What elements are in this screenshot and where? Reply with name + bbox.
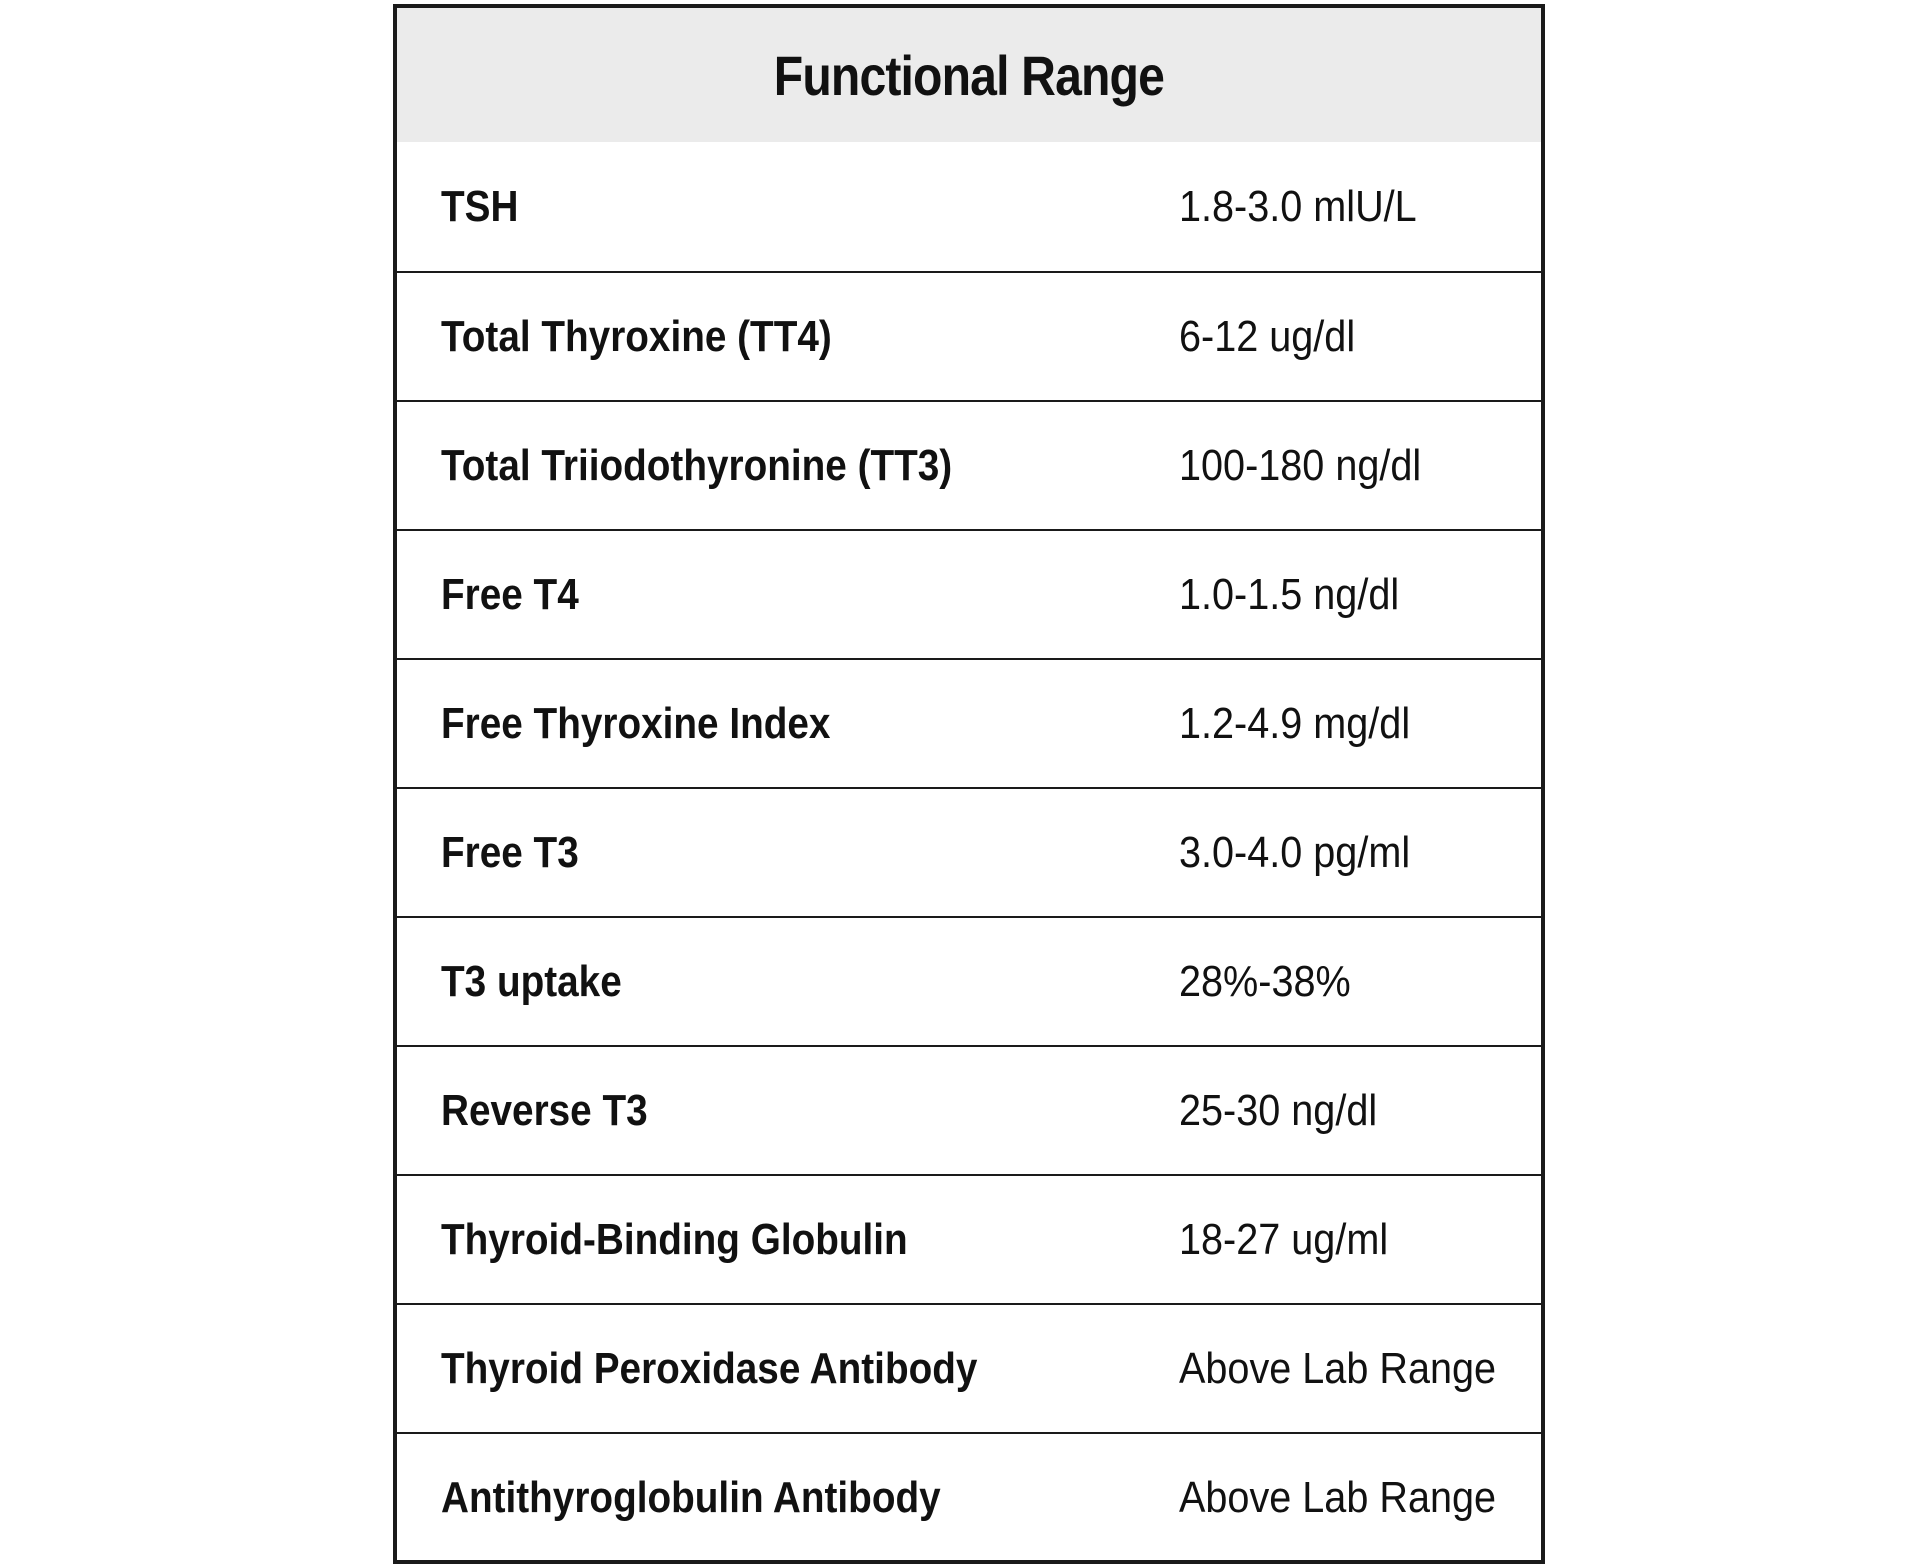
row-range-value: 18-27 ug/ml: [1179, 1214, 1389, 1264]
row-range-value: 1.2-4.9 mg/dl: [1179, 698, 1411, 748]
row-test-name: Total Thyroxine (TT4): [441, 311, 832, 361]
row-test-name: Free T3: [441, 827, 579, 877]
row-test-name: Antithyroglobulin Antibody: [441, 1472, 941, 1522]
table-row: [397, 1432, 1541, 1561]
row-test-name: T3 uptake: [441, 956, 622, 1006]
table-row: [397, 400, 1541, 529]
table-row: [397, 787, 1541, 916]
row-test-name: TSH: [441, 181, 519, 231]
table-row: [397, 271, 1541, 400]
row-range-value: 1.8-3.0 mlU/L: [1179, 181, 1417, 231]
row-range-value: Above Lab Range: [1179, 1343, 1497, 1393]
table-row: [397, 1174, 1541, 1303]
table-row: [397, 142, 1541, 271]
row-range-value: Above Lab Range: [1179, 1472, 1497, 1522]
table-header: [397, 8, 1541, 142]
table-body: [397, 142, 1541, 1561]
table-row: [397, 916, 1541, 1045]
row-range-value: 28%-38%: [1179, 956, 1351, 1006]
table-row: [397, 658, 1541, 787]
functional-range-table: [393, 4, 1545, 1564]
row-test-name: Thyroid-Binding Globulin: [441, 1214, 908, 1264]
table-row: [397, 1045, 1541, 1174]
row-range-value: 1.0-1.5 ng/dl: [1179, 569, 1400, 619]
row-range-value: 100-180 ng/dl: [1179, 440, 1422, 490]
row-test-name: Free Thyroxine Index: [441, 698, 831, 748]
row-test-name: Free T4: [441, 569, 579, 619]
row-test-name: Thyroid Peroxidase Antibody: [441, 1343, 978, 1393]
table-row: [397, 529, 1541, 658]
table-row: [397, 1303, 1541, 1432]
table-title: Functional Range: [773, 43, 1165, 107]
row-range-value: 25-30 ng/dl: [1179, 1085, 1378, 1135]
row-test-name: Total Triiodothyronine (TT3): [441, 440, 953, 490]
row-range-value: 3.0-4.0 pg/ml: [1179, 827, 1411, 877]
row-test-name: Reverse T3: [441, 1085, 648, 1135]
row-range-value: 6-12 ug/dl: [1179, 311, 1356, 361]
